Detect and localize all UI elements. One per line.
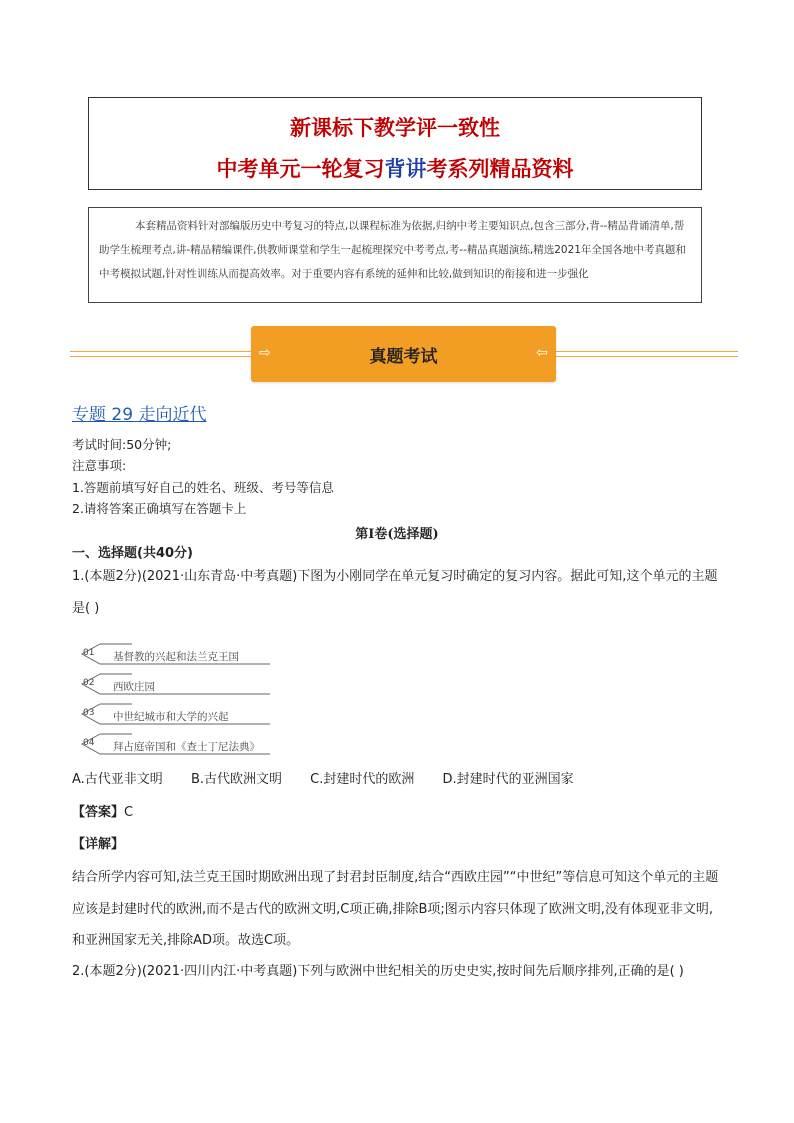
- note-2: 2.请将答案正确填写在答题卡上: [72, 501, 247, 516]
- diagram-item: [75, 645, 270, 669]
- intro-text: 本套精品资料针对部编版历史中考复习的特点,以课程标准为依据,归纳中考主要知识点,包含三部分,背--精品背诵清单,帮助学生梳理考点,讲-精品精编课件,供教师课堂和学生一起梳理探究中考考点,考--精品真题演练,精选2021年全国各地中考真题和中考模拟试题,针对性训练从而提高效率。对于重要内容有系统的延伸和比较,做到知识的衔接和进一步强化: [99, 220, 686, 280]
- header-title: 新课标下教学评一致性: [290, 115, 500, 140]
- option-d[interactable]: D.封建时代的亚洲国家: [442, 772, 574, 787]
- diagram-item-number: 02: [83, 678, 95, 688]
- diagram-item: [75, 675, 270, 699]
- banner-title: 真题考试: [369, 347, 438, 367]
- header-subtitle-part-a: 中考单元一轮复习: [216, 156, 385, 181]
- diagram-item-label: 拜占庭帝国和《查士丁尼法典》: [113, 741, 260, 753]
- header-subtitle-part-c: 考系列精品资料: [426, 156, 574, 181]
- header-subtitle-part-b: 背讲: [384, 156, 427, 181]
- diagram-item-number: 01: [83, 648, 95, 658]
- diagram-item-label: 西欧庄园: [113, 681, 155, 693]
- diagram-item: [75, 735, 270, 759]
- question-1-options: [72, 768, 598, 787]
- diagram-item-number: 04: [83, 738, 95, 748]
- diagram-item-label: 基督教的兴起和法兰克王国: [113, 651, 239, 663]
- part-title: 一、选择题(共40分): [72, 546, 193, 561]
- arrow-left-icon: ⇦: [536, 345, 548, 361]
- exam-time: 考试时间:50分钟;: [72, 437, 172, 452]
- question-2-stem: 2.(本题2分)(2021·四川内江·中考真题)下列与欧洲中世纪相关的历史史实,按时间先后顺序排列,正确的是( ): [72, 964, 684, 979]
- section-title: 第I卷(选择题): [355, 527, 439, 542]
- detail-label: 【详解】: [72, 837, 125, 852]
- question-1-stem: 1.(本题2分)(2021·山东青岛·中考真题)下图为小刚同学在单元复习时确定的复习内容。据此可知,这个单元的主题是( ): [72, 569, 718, 616]
- intro-box: [88, 207, 702, 303]
- notes-title: 注意事项:: [72, 458, 127, 473]
- option-a[interactable]: A.古代亚非文明: [72, 772, 163, 787]
- answer-value: C: [124, 805, 134, 820]
- diagram-item-label: 中世纪城市和大学的兴起: [113, 711, 229, 723]
- arrow-right-icon: ⇨: [259, 345, 271, 361]
- option-b[interactable]: B.古代欧洲文明: [190, 772, 283, 787]
- topic-title[interactable]: 专题 29 走向近代: [72, 405, 207, 425]
- diagram-item-number: 03: [83, 708, 95, 718]
- header-box: [88, 97, 702, 190]
- answer-row: [72, 801, 133, 820]
- answer-label: 【答案】: [72, 805, 125, 820]
- header-subtitle: [89, 153, 701, 183]
- diagram-item: [75, 705, 270, 729]
- section-banner: [251, 326, 556, 382]
- note-1: 1.答题前填写好自己的姓名、班级、考号等信息: [72, 480, 334, 495]
- option-c[interactable]: C.封建时代的欧洲: [310, 772, 415, 787]
- detail-text: 结合所学内容可知,法兰克王国时期欧洲出现了封君封臣制度,结合“西欧庄园”“中世纪”等信息可知这个单元的主题应该是封建时代的欧洲,而不是古代的欧洲文明,C项正确,排除B项;图示内容只体现了欧洲文明,没有体现亚非文明,和亚洲国家无关,排除AD项。故选C项。: [72, 870, 719, 948]
